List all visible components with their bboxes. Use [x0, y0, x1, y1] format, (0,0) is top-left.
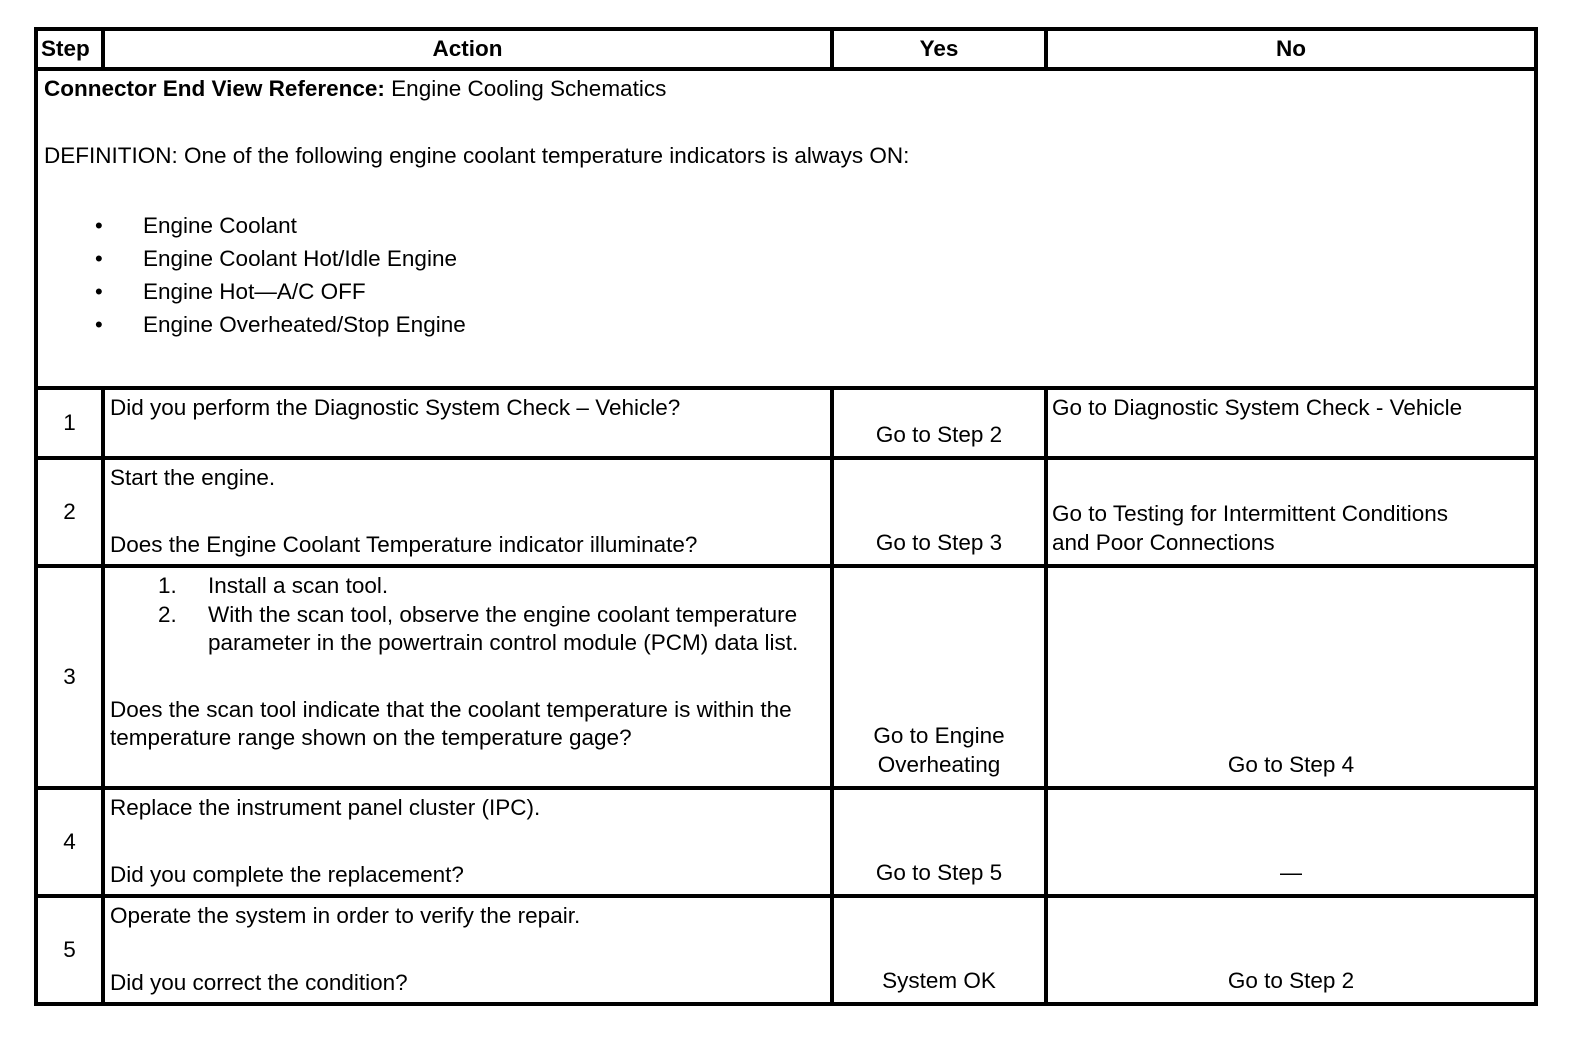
header-yes: Yes [832, 29, 1046, 69]
action-cell [103, 388, 832, 458]
action-instruction: Start the engine. [110, 465, 276, 490]
step-number: 2 [36, 458, 103, 566]
table-row [36, 896, 1536, 1004]
indicator-list [44, 212, 1528, 344]
yes-result-line: Go to Engine [873, 723, 1005, 748]
no-result: Go to Step 2 [1227, 967, 1355, 993]
bullet-icon: • [95, 312, 103, 337]
action-cell [103, 896, 832, 1004]
reference-value: Engine Cooling Schematics [384, 76, 667, 101]
header-no: No [1046, 29, 1536, 69]
indicator-text: Engine Coolant [143, 213, 297, 238]
substep-list [110, 572, 824, 658]
action-cell [103, 788, 832, 896]
action-question: Did you perform the Diagnostic System Check – Vehicle? [110, 395, 681, 420]
yes-cell [832, 566, 1046, 788]
no-result: — [1280, 859, 1302, 885]
action-question: Did you complete the replacement? [110, 861, 464, 887]
action-question: Does the Engine Coolant Temperature indicator illuminate? [110, 531, 698, 557]
diagnostic-table [34, 27, 1538, 1006]
no-cell [1046, 566, 1536, 788]
no-result-line: and Poor Connections [1052, 529, 1275, 555]
list-item [44, 311, 1528, 344]
header-row [36, 29, 1536, 69]
table-row [36, 566, 1536, 788]
no-result-line: Go to Testing for Intermittent Conditions [1052, 501, 1449, 526]
no-result: Go to Diagnostic System Check - Vehicle [1052, 395, 1463, 420]
no-cell [1046, 896, 1536, 1004]
yes-result: System OK [882, 967, 996, 993]
definition-text: DEFINITION: One of the following engine coolant temperature indicators is always ON: [44, 142, 910, 168]
yes-result: Go to Step 3 [875, 529, 1003, 555]
step-number: 4 [36, 788, 103, 896]
list-item [110, 572, 824, 601]
table-row [36, 458, 1536, 566]
yes-cell [832, 388, 1046, 458]
substep-text: With the scan tool, observe the engine coolant temperature parameter in the powertrain control module (PCM) data list. [208, 601, 799, 655]
yes-cell [832, 788, 1046, 896]
list-item [44, 278, 1528, 311]
list-item [44, 245, 1528, 278]
intro-cell [36, 69, 1536, 388]
no-cell [1046, 388, 1536, 458]
indicator-text: Engine Overheated/Stop Engine [143, 312, 466, 337]
no-cell [1046, 458, 1536, 566]
yes-cell [832, 458, 1046, 566]
bullet-icon: • [95, 279, 103, 304]
action-cell [103, 458, 832, 566]
list-item [44, 212, 1528, 245]
table-row [36, 788, 1536, 896]
yes-result: Go to Step 2 [875, 421, 1003, 447]
substep-text: Install a scan tool. [208, 573, 389, 598]
yes-result-line: Overheating [877, 751, 1001, 777]
header-step: Step [36, 29, 103, 69]
bullet-icon: • [95, 246, 103, 271]
yes-result: Go to Step 5 [875, 859, 1003, 885]
substep-number: 2. [158, 601, 177, 627]
substep-number: 1. [158, 573, 177, 598]
yes-result [834, 722, 1044, 779]
no-result: Go to Step 4 [1227, 751, 1355, 777]
indicator-text: Engine Coolant Hot/Idle Engine [143, 246, 457, 271]
connector-reference [44, 75, 1528, 104]
step-number: 3 [36, 566, 103, 788]
action-question: Does the scan tool indicate that the coolant temperature is within the temperature range shown on the temperature gage? [110, 696, 792, 750]
bullet-icon: • [95, 213, 103, 238]
yes-cell [832, 896, 1046, 1004]
header-action: Action [103, 29, 832, 69]
action-instruction: Replace the instrument panel cluster (IPC). [110, 795, 541, 820]
list-item [110, 601, 824, 658]
no-cell [1046, 788, 1536, 896]
step-number: 1 [36, 388, 103, 458]
reference-label: Connector End View Reference: [44, 76, 385, 101]
step-number: 5 [36, 896, 103, 1004]
action-question: Did you correct the condition? [110, 969, 408, 995]
table-row [36, 388, 1536, 458]
action-instruction: Operate the system in order to verify the repair. [110, 903, 581, 928]
indicator-text: Engine Hot—A/C OFF [143, 279, 366, 304]
no-result [1048, 500, 1534, 557]
intro-row [36, 69, 1536, 388]
action-cell [103, 566, 832, 788]
